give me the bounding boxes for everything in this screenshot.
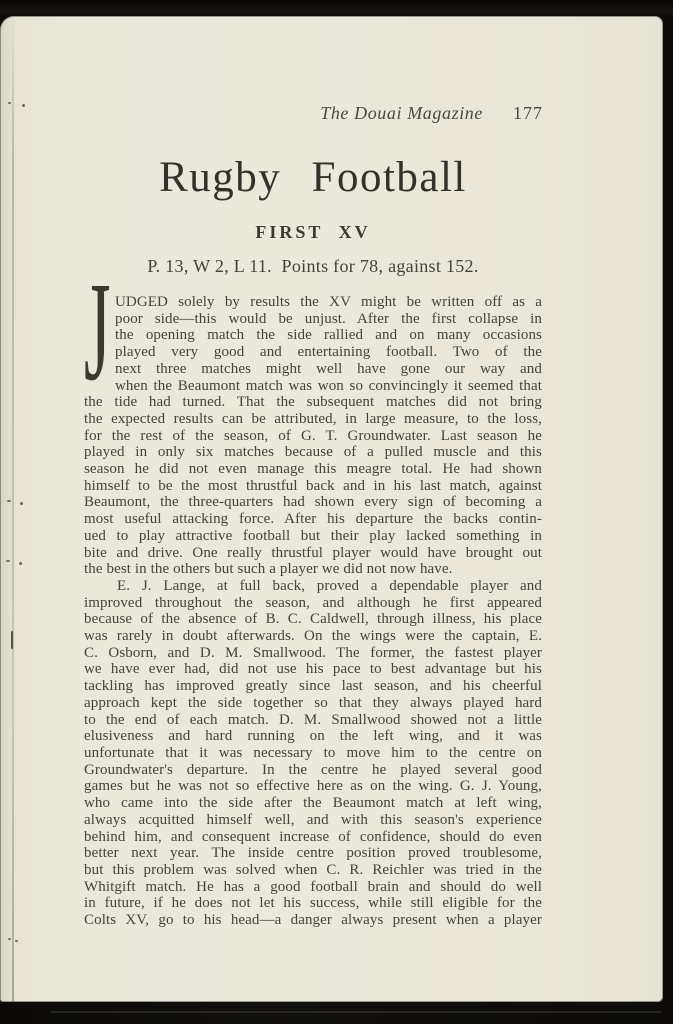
text-line: to the end of each match. D. M. Smallwood showed not a little	[84, 711, 542, 728]
text-line: Beaumont, the three-quarters had shown every sign of becoming a	[84, 494, 542, 511]
text-line: elusiveness and hard running on the left wing, and it was	[84, 728, 542, 745]
text-line: E. J. Lange, at full back, proved a dependable player and	[117, 577, 542, 594]
text-line: unfortunate that it was necessary to move him to the centre on	[84, 744, 542, 761]
paragraph-lines	[84, 294, 542, 578]
text-line: was rarely in doubt afterwards. On the wings were the captain, E.	[84, 628, 542, 645]
page-number: 177	[513, 103, 543, 123]
text-line: ued to play attractive football but their play lacked something in	[84, 527, 542, 544]
stitch-mark	[15, 940, 18, 942]
book-cover-bottom-seam	[50, 1011, 661, 1013]
text-line: tackling has improved greatly since last season, and his cheerful	[84, 678, 542, 695]
match-record-line: P. 13, W 2, L 11. Points for 78, against 152.	[147, 256, 479, 276]
text-line: we have ever had, did not use his pace to best advantage but his	[84, 661, 542, 678]
stitch-mark	[20, 502, 23, 505]
text-line: the best in the others but such a player we did not now have.	[84, 561, 453, 578]
text-line: C. Osborn, and D. M. Smallwood. The former, the fastest player	[84, 644, 542, 661]
text-line: but this problem was solved when C. R. Reichler was tried in the	[84, 861, 542, 878]
text-line: when the Beaumont match was won so convincingly it seemed that	[115, 377, 542, 394]
stacked-page-edges	[636, 22, 663, 1002]
text-line: always acquitted himself well, and with this season's experience	[84, 811, 542, 828]
stitch-mark	[8, 102, 11, 104]
dropcap-letter: J	[84, 252, 111, 410]
magazine-page	[0, 16, 663, 1002]
text-line: played in only six matches because of a pulled muscle and this	[84, 444, 542, 461]
text-line: because of the absence of B. C. Caldwell, through illness, his place	[84, 611, 542, 628]
text-line: better next year. The inside centre position proved troublesome,	[84, 845, 542, 862]
text-line: the tide had turned. That the subsequent matches did not bring	[84, 394, 542, 411]
gutter-crease	[12, 16, 14, 1002]
text-line: next three matches might well have gone our way and	[115, 360, 542, 377]
running-header	[320, 103, 543, 124]
paragraph-lines	[84, 578, 542, 929]
text-line: for the rest of the season, of G. T. Groundwater. Last season he	[84, 427, 542, 444]
second-paragraph	[84, 578, 542, 929]
text-line: poor side—this would be unjust. After the first collapse in	[115, 310, 542, 327]
text-line: approach kept the side together so that they always played hard	[84, 694, 542, 711]
text-line: UDGED solely by results the XV might be written off as a	[115, 294, 542, 310]
stitch-mark	[7, 500, 11, 502]
stitch-mark	[8, 938, 11, 940]
section-heading: FIRST XV	[255, 222, 371, 242]
text-line: Groundwater's departure. In the centre he played several good	[84, 761, 542, 778]
stitch-mark	[22, 104, 25, 107]
text-line: played very good and entertaining football. Two of the	[115, 344, 542, 361]
article-title: Rugby Football	[159, 154, 467, 201]
text-line: games but he was not so effective here as on the wing. G. J. Young,	[84, 778, 542, 795]
dropcap	[84, 252, 115, 410]
text-line: the expected results can be attributed, in large measure, to the loss,	[84, 410, 542, 427]
text-line: himself to be the most thrustful back and in his last match, against	[84, 477, 542, 494]
text-line: season he did not even manage this meagre total. He had shown	[84, 461, 542, 478]
text-line: improved throughout the season, and although he first appeared	[84, 594, 542, 611]
text-line: behind him, and consequent increase of confidence, should do even	[84, 828, 542, 845]
text-line: who came into the side after the Beaumont match at left wing,	[84, 795, 542, 812]
magazine-title: The Douai Magazine	[320, 103, 483, 123]
text-line: the opening match the side rallied and on many occasions	[115, 327, 542, 344]
text-line: bite and drive. One really thrustful player would have brought out	[84, 544, 542, 561]
text-line: Colts XV, go to his head—a danger always present when a player	[84, 912, 542, 929]
text-line: Whitgift match. He has a good football brain and should do well	[84, 878, 542, 895]
text-line: most useful attacking force. After his departure the backs contin-	[84, 511, 542, 528]
text-line: in future, if he does not let his success, while still eligible for the	[84, 895, 542, 912]
binding-thread	[11, 631, 13, 649]
stitch-mark	[6, 560, 10, 562]
stitch-mark	[19, 562, 22, 565]
